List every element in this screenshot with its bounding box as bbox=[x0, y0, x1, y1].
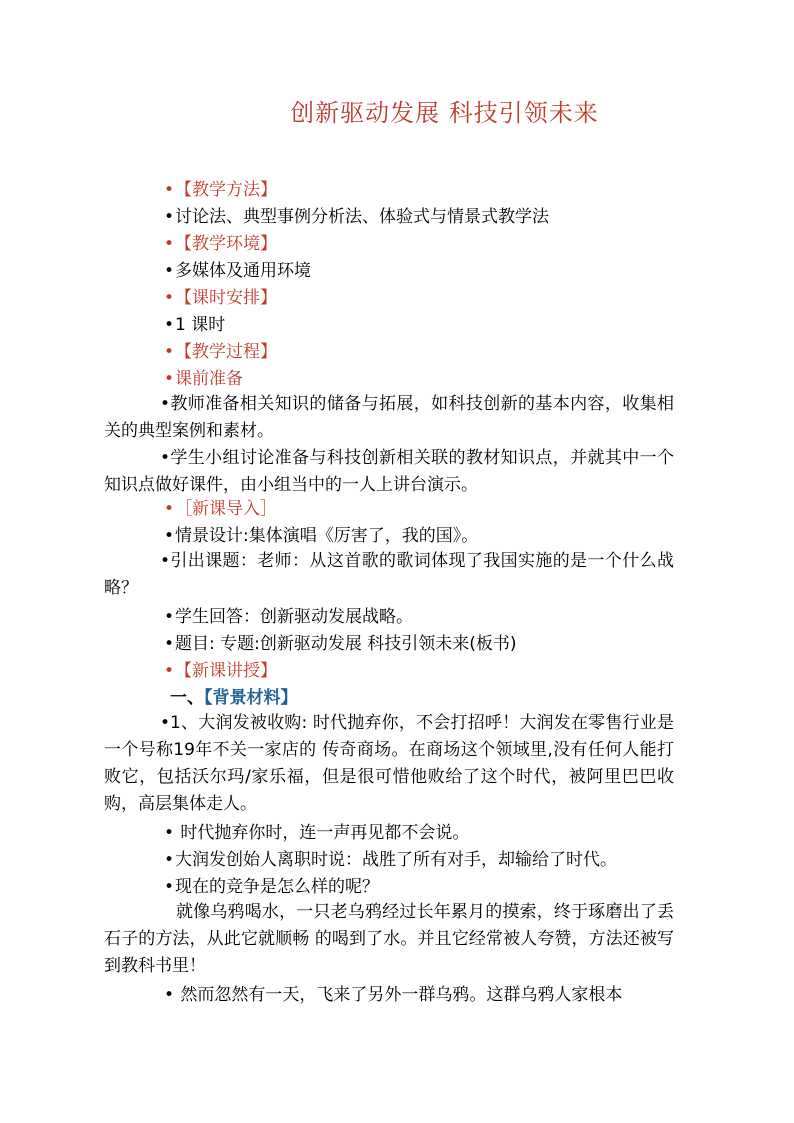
material-paragraph-5: 就像乌鸦喝水，一只老乌鸦经过长年累月的摸索，终于琢磨出了丢石子的方法，从此它就顺畅 的喝到了水。并且它经常被人夸赞，方法还被写 到教科书里！ bbox=[104, 902, 674, 976]
bullet: • bbox=[164, 207, 175, 227]
intro-line-1: •情景设计:集体演唱《厉害了，我的国》。 bbox=[164, 526, 479, 546]
intro-line-3: •学生回答：创新驱动发展战略。 bbox=[164, 607, 413, 627]
page-title: 创新驱动发展 科技引领未来 bbox=[290, 99, 599, 127]
teach-heading: •【新课讲授】 bbox=[164, 661, 277, 681]
bullet: • bbox=[164, 499, 175, 519]
bullet: • bbox=[160, 551, 171, 571]
bullet: • bbox=[164, 288, 175, 308]
material-line-3: •大润发创始人离职时说：战胜了所有对手，却输给了时代。 bbox=[164, 850, 617, 870]
section-one-heading: 一、【背景材料】 bbox=[170, 688, 298, 708]
bullet: • bbox=[164, 634, 175, 654]
bullet: • bbox=[164, 315, 175, 335]
bullet: • bbox=[164, 607, 175, 627]
bullet: • bbox=[164, 234, 175, 254]
intro-line-4: •题目: 专题:创新驱动发展 科技引领未来(板书) bbox=[164, 634, 517, 654]
method-heading: •【教学方法】 bbox=[164, 180, 277, 200]
intro-heading: •［新课导入］ bbox=[164, 499, 277, 519]
bullet: • bbox=[164, 985, 175, 1005]
bullet: • bbox=[164, 850, 175, 870]
hours-body: •1 课时 bbox=[164, 315, 226, 335]
bullet: • bbox=[164, 369, 175, 389]
material-line-6: • 然而忽然有一天，飞来了另外一群乌鸦。这群乌鸦人家根本 bbox=[164, 985, 623, 1005]
material-line-2: • 时代抛弃你时，连一声再见都不会说。 bbox=[164, 823, 470, 843]
bullet: • bbox=[160, 394, 171, 414]
bullet: • bbox=[160, 713, 171, 733]
method-body: •讨论法、典型事例分析法、体验式与情景式教学法 bbox=[164, 207, 549, 227]
bullet: • bbox=[164, 526, 175, 546]
bullet: • bbox=[160, 448, 171, 468]
bullet: • bbox=[164, 342, 175, 362]
bullet: • bbox=[164, 661, 175, 681]
prep-paragraph-2: •学生小组讨论准备与科技创新相关联的教材知识点，并就其中一个知识点做好课件，由小组当中的一人上讲台演示。 bbox=[104, 448, 674, 495]
bullet: • bbox=[164, 180, 175, 200]
material-line-4: •现在的竞争是怎么样的呢？ bbox=[164, 877, 379, 897]
bullet: • bbox=[164, 877, 175, 897]
intro-paragraph-2: •引出课题：老师：从这首歌的歌词体现了我国实施的是一个什么战略？ bbox=[104, 551, 674, 598]
process-heading: •【教学过程】 bbox=[164, 342, 277, 362]
env-body: •多媒体及通用环境 bbox=[164, 261, 311, 281]
bullet: • bbox=[164, 261, 175, 281]
prep-paragraph-1: •教师准备相关知识的储备与拓展，如科技创新的基本内容，收集相关的典型案例和素材。 bbox=[104, 394, 674, 441]
bullet: • bbox=[164, 823, 175, 843]
material-paragraph-1: •1、大润发被收购: 时代抛弃你，不会打招呼！大润发在零售行业是一个号称19年不关一家店的 传奇商场。在商场这个领域里,没有任何人能打 败它，包括沃尔玛/家乐福，但是很可惜他败给了这个时代，被阿里巴巴收购，高层集体走人。 bbox=[104, 713, 674, 814]
prep-heading: •课前准备 bbox=[164, 369, 243, 389]
env-heading: •【教学环境】 bbox=[164, 234, 277, 254]
hours-heading: •【课时安排】 bbox=[164, 288, 277, 308]
